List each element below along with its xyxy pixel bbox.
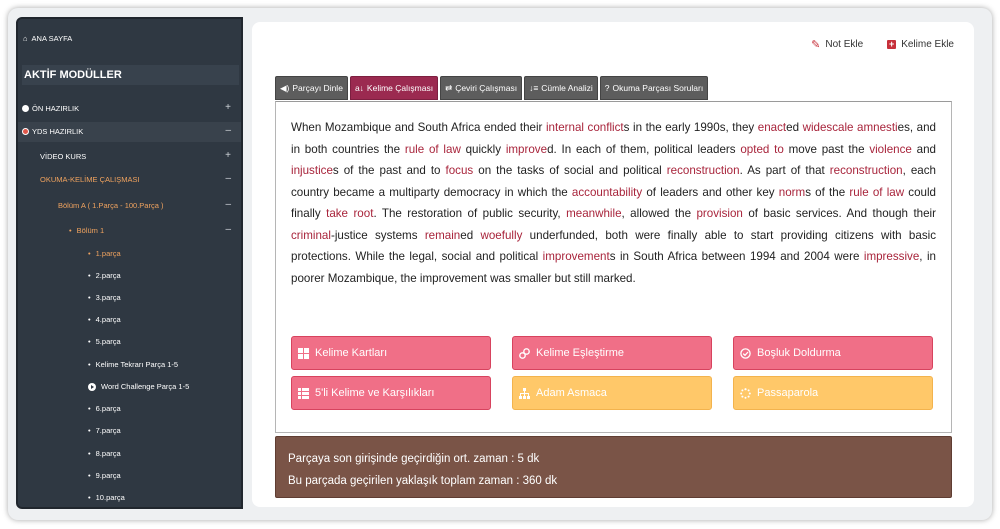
vocab-word[interactable]: reconstruction: [666, 164, 740, 177]
bullet-icon: •: [88, 315, 91, 324]
sidebar-item-parca[interactable]: [18, 421, 241, 441]
sidebar-item-parca[interactable]: [18, 332, 241, 352]
sidebar-item-label: Bölüm 1: [76, 226, 105, 235]
bullet-icon: •: [88, 271, 91, 280]
active-modules-heading: AKTİF MODÜLLER: [22, 65, 239, 85]
button-label: Boşluk Doldurma: [757, 347, 841, 359]
home-icon: ⌂: [23, 34, 28, 43]
passage-text: of leaders and other key: [642, 185, 779, 199]
tab-label: Cümle Analizi: [541, 83, 593, 93]
vocab-word[interactable]: internal conflict: [545, 121, 624, 134]
tab-word-study[interactable]: [350, 76, 438, 100]
passage-text: . The restoration of public security,: [373, 207, 567, 220]
bullet-icon: •: [88, 249, 91, 258]
button-label: Adam Asmaca: [536, 387, 607, 399]
vocab-word[interactable]: widescale amnesti: [802, 121, 898, 134]
tab-reading-questions[interactable]: [600, 76, 708, 100]
tab-label: Çeviri Çalışması: [455, 83, 518, 93]
passage-text: s in South Africa between 1994 and 2004 were: [609, 250, 864, 263]
bullet-icon: •: [69, 226, 72, 235]
fill-in-blank-button[interactable]: [733, 336, 933, 370]
word-cards-button[interactable]: [291, 336, 491, 370]
sidebar-item-yds-hazirlik[interactable]: [18, 122, 241, 142]
sidebar-item-label: 9.parça: [95, 471, 121, 480]
total-time-text: Bu parçada geçirilen yaklaşık toplam zaman : 360 dk: [288, 475, 558, 487]
passage-text: , allowed the: [621, 207, 697, 220]
expand-toggle[interactable]: +: [225, 150, 231, 161]
tab-label: Parçayı Dinle: [292, 83, 343, 93]
vocab-word[interactable]: criminal: [291, 228, 331, 242]
sidebar-item-label: Kelime Tekrarı Parça 1-5: [95, 360, 179, 369]
passage-text: move past the: [783, 142, 870, 156]
bullet-icon: •: [88, 471, 91, 480]
passage-text: and: [911, 142, 936, 156]
sidebar-item-label: 4.parça: [95, 315, 121, 324]
passage-text: of basic services. And though their: [742, 207, 936, 220]
collapse-toggle[interactable]: –: [225, 125, 231, 136]
sidebar: [16, 17, 243, 509]
home-link[interactable]: [23, 34, 72, 43]
bullet-icon: •: [88, 493, 91, 502]
tab-translation[interactable]: [440, 76, 522, 100]
sidebar-item-label: ÖN HAZIRLIK: [32, 104, 80, 113]
passage-text: d. In each of them, political leaders: [547, 142, 741, 156]
vocab-word[interactable]: woefully: [480, 228, 523, 242]
spinner-icon: [740, 388, 751, 399]
add-word-label: Kelime Ekle: [901, 39, 954, 50]
vocab-word[interactable]: enact: [757, 121, 787, 134]
circle-minus-icon: [22, 128, 29, 135]
passage-text: , in poorer Mozambique, the improvement was smaller but still marked.: [291, 250, 936, 285]
sidebar-item-label: 7.parça: [95, 426, 121, 435]
collapse-toggle[interactable]: –: [225, 199, 231, 210]
sidebar-item-bolum-1[interactable]: [18, 221, 241, 241]
bullet-icon: •: [88, 449, 91, 458]
sidebar-item-label: YDS HAZIRLIK: [32, 127, 84, 136]
sidebar-item-label: VİDEO KURS: [40, 152, 87, 161]
bullet-icon: •: [88, 360, 91, 369]
sort-icon: ↓≡: [529, 83, 539, 93]
time-stats-panel: [275, 436, 952, 498]
passage-text: . As part of that: [739, 164, 830, 177]
tab-bar: [275, 76, 708, 100]
button-label: 5'li Kelime ve Karşılıkları: [315, 387, 435, 399]
sidebar-item-parca[interactable]: [18, 310, 241, 330]
check-circle-icon: [740, 348, 751, 359]
sidebar-item-parca[interactable]: [18, 444, 241, 464]
tab-content: [275, 101, 952, 433]
passage-text: s of the past and to: [332, 164, 446, 177]
vocab-word[interactable]: rule of law: [849, 185, 905, 199]
five-words-button[interactable]: [291, 376, 491, 410]
passage-text: on the tasks of social and political: [473, 164, 667, 177]
tab-label: Kelime Çalışması: [366, 83, 434, 93]
bullet-icon: •: [88, 337, 91, 346]
passage-text: -justice systems: [330, 228, 425, 242]
tab-label: Okuma Parçası Soruları: [612, 83, 704, 93]
sidebar-item-label: 5.parça: [95, 337, 121, 346]
main-panel: [252, 22, 974, 507]
collapse-toggle[interactable]: –: [225, 173, 231, 184]
vocab-word[interactable]: impressive: [863, 250, 920, 263]
sidebar-item-kelime-tekrari[interactable]: [18, 355, 241, 375]
passage-text: underfunded, both were finally able to start providing citizens with basic protections. While the legal, social and political: [291, 228, 936, 263]
sidebar-item-label: 6.parça: [95, 404, 121, 413]
vocab-word[interactable]: meanwhile: [566, 207, 622, 220]
vocab-word[interactable]: provision: [696, 207, 743, 220]
passage-text: could finally: [291, 185, 937, 220]
passage-text: ed: [786, 121, 803, 134]
tab-sentence-analysis[interactable]: [524, 76, 598, 100]
average-time-text: Parçaya son girişinde geçirdiğin ort. zaman : 5 dk: [288, 453, 540, 465]
vocab-word[interactable]: remain: [424, 228, 461, 242]
passage-text: es, and in both countries the: [291, 121, 937, 156]
vocab-word[interactable]: take root: [326, 207, 374, 220]
vocab-word[interactable]: accountability: [571, 185, 643, 199]
edit-icon: ✎: [811, 39, 821, 51]
button-label: Passaparola: [757, 387, 819, 399]
sidebar-item-label: 3.parça: [95, 293, 121, 302]
sidebar-item-label: Word Challenge Parça 1-5: [101, 382, 190, 391]
exchange-icon: ⇄: [445, 82, 453, 93]
top-actions: [811, 38, 954, 51]
vocab-word[interactable]: rule of law: [404, 142, 461, 156]
button-label: Kelime Kartları: [315, 347, 388, 359]
bullet-icon: •: [88, 426, 91, 435]
home-label: ANA SAYFA: [31, 34, 73, 43]
sidebar-item-okuma-kelime[interactable]: [18, 170, 241, 190]
question-circle-icon: ?: [604, 83, 610, 93]
vocab-word[interactable]: focus: [445, 164, 474, 177]
passage-text: s in the early 1990s, they: [623, 121, 758, 134]
sidebar-item-label: OKUMA-KELİME ÇALIŞMASI: [40, 175, 140, 184]
sidebar-item-parca[interactable]: [18, 288, 241, 308]
passage-text: s of the: [805, 185, 850, 199]
play-circle-icon: [88, 383, 96, 391]
vocab-word[interactable]: opted to: [740, 142, 784, 156]
sidebar-item-label: 2.parça: [95, 271, 121, 280]
passaparola-button[interactable]: [733, 376, 933, 410]
expand-toggle[interactable]: +: [225, 102, 231, 113]
hangman-button[interactable]: [512, 376, 712, 410]
sidebar-item-bolum-a[interactable]: [18, 196, 241, 216]
button-label: Kelime Eşleştirme: [536, 347, 625, 359]
sidebar-item-parca[interactable]: [18, 399, 241, 419]
passage-text: When Mozambique and South Africa ended their: [291, 121, 546, 134]
sidebar-item-parca[interactable]: [18, 244, 241, 264]
sidebar-item-video-kurs[interactable]: [18, 147, 241, 167]
link-icon: [519, 348, 530, 359]
sidebar-item-word-challenge[interactable]: [18, 377, 241, 397]
sidebar-item-label: 10.parça: [95, 493, 125, 502]
volume-icon: ◀): [280, 82, 290, 93]
bullet-icon: •: [88, 404, 91, 413]
plus-square-icon: +: [889, 39, 895, 49]
passage-text: ed: [460, 228, 481, 242]
vocab-word[interactable]: improve: [505, 142, 548, 156]
vocab-word[interactable]: improvement: [542, 250, 610, 263]
grid-icon: [298, 348, 309, 359]
circle-plus-icon: [22, 105, 29, 112]
add-note-label: Not Ekle: [825, 39, 864, 50]
vocab-word[interactable]: reconstruction: [829, 164, 903, 177]
sidebar-item-on-hazirlik[interactable]: [18, 99, 241, 119]
tab-listen[interactable]: [275, 76, 348, 100]
reading-passage: [291, 117, 936, 289]
list-icon: [298, 388, 309, 399]
vocab-word[interactable]: injustice: [291, 164, 333, 177]
add-note-button[interactable]: [811, 38, 863, 51]
word-matching-button[interactable]: [512, 336, 712, 370]
passage-text: quickly: [460, 142, 506, 156]
collapse-toggle[interactable]: –: [225, 224, 231, 235]
sidebar-item-label: Bölüm A ( 1.Parça - 100.Parça ): [58, 201, 164, 210]
vocab-word[interactable]: norm: [778, 185, 806, 199]
sidebar-item-label: 1.parça: [95, 249, 121, 258]
sidebar-item-parca[interactable]: [18, 488, 241, 508]
add-word-button[interactable]: [887, 38, 954, 51]
sort-alpha-icon: a↓: [354, 83, 364, 93]
bullet-icon: •: [88, 293, 91, 302]
sidebar-item-parca[interactable]: [18, 466, 241, 486]
sitemap-icon: [519, 388, 530, 399]
passage-text: , each country became a multiparty democracy in which the: [291, 164, 936, 199]
sidebar-item-label: 8.parça: [95, 449, 121, 458]
sidebar-item-parca[interactable]: [18, 266, 241, 286]
vocab-word[interactable]: violence: [869, 142, 912, 156]
